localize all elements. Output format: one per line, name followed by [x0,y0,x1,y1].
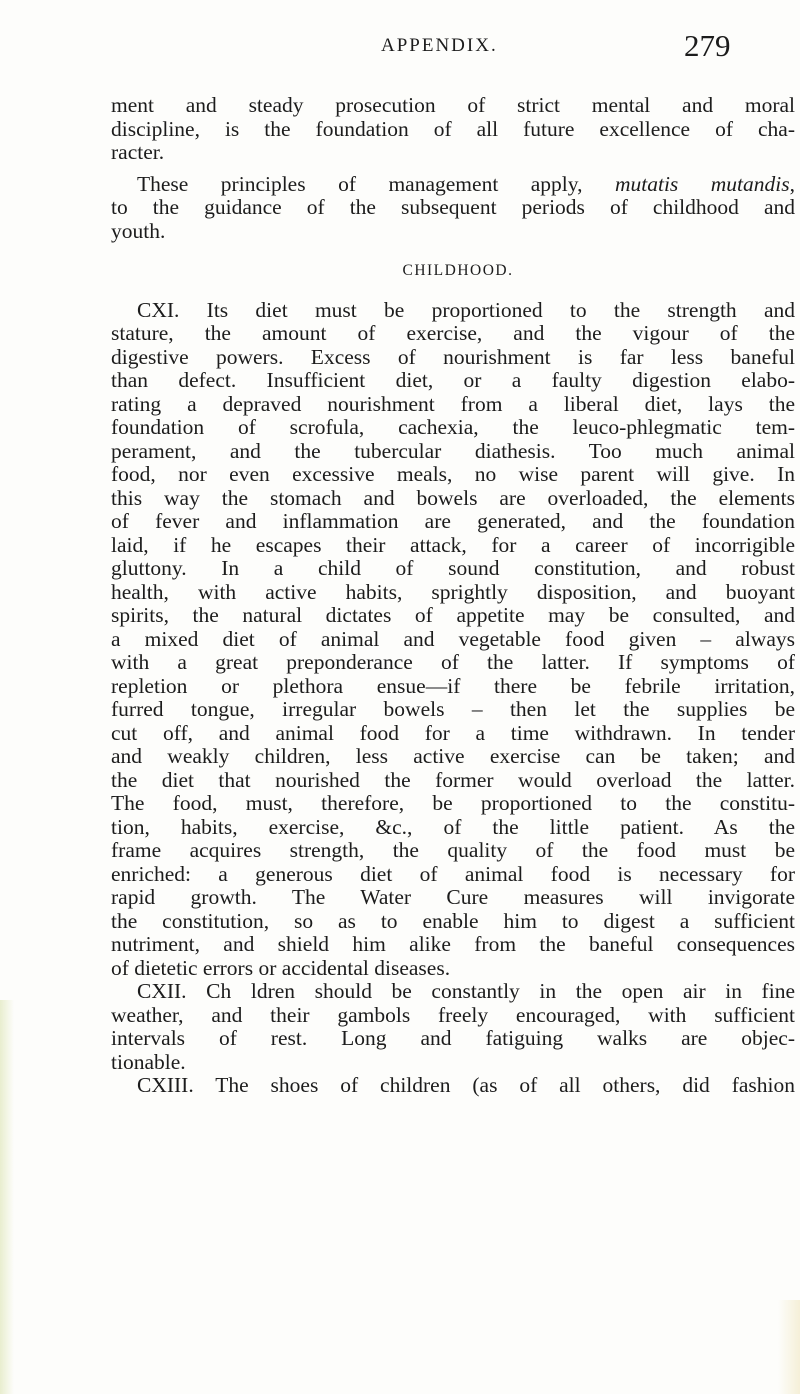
text-line: stature, the amount of exercise, and the vigour of the [111,322,795,345]
text-line: racter. [111,141,165,164]
latin-phrase: mutatis mutandis [614,172,790,196]
text-line: perament, and the tubercular diathesis. Too much animal [111,439,795,463]
paragraph-intro [111,94,795,165]
page-number: 279 [684,28,731,63]
text-line: the diet that nourished the former would overload the latter. [111,768,795,792]
text-line: frame acquires strength, the quality of the food must be [111,839,795,862]
paragraph-cxi [111,299,795,981]
paper-stain [778,1300,800,1394]
text-line: health, with active habits, sprightly disposition, and buoyant [111,580,795,604]
text-line: youth. [111,219,166,243]
body-text [111,94,795,1098]
text-line: tionable. [111,1050,186,1074]
text-line: The food, must, therefore, be proportioned to the constitu- [111,792,795,815]
text-line: spirits, the natural dictates of appetite may be consulted, and [111,604,795,627]
text-line: furred tongue, irregular bowels – then let the supplies be [111,698,795,721]
text-line: food, nor even excessive meals, no wise parent will give. In [111,463,795,486]
text-line: enriched: a generous diet of animal food is necessary for [111,862,795,886]
paragraph-cxiii [111,1074,795,1098]
section-heading: CHILDHOOD. [402,262,514,279]
text-line: of fever and inflammation are generated, and the foundation [111,510,795,533]
text-line: with a great preponderance of the latter. If symptoms of [111,651,795,674]
text-line: gluttony. In a child of sound constitution, and robust [111,557,795,580]
text-line: than defect. Insufficient diet, or a faulty digestion elabo- [111,369,795,392]
text-line: These principles of management apply, mutatis mutandis, [137,172,795,196]
paragraph-cxii [111,980,795,1074]
text-line: cut off, and animal food for a time withdrawn. In tender [111,721,795,745]
text-line: foundation of scrofula, cachexia, the leuco-phlegmatic tem- [111,416,795,439]
text-line: CXII. Ch ldren should be constantly in the open air in fine [137,980,795,1003]
text-line: discipline, is the foundation of all future excellence of cha- [111,117,795,141]
text-line: CXIII. The shoes of children (as of all others, did fashion [137,1074,795,1097]
text-line: weather, and their gambols freely encouraged, with sufficient [111,1003,795,1027]
text-line: intervals of rest. Long and fatiguing walks are objec- [111,1027,795,1050]
text-line: digestive powers. Excess of nourishment is far less baneful [111,345,795,369]
text-line: a mixed diet of animal and vegetable food given – always [111,627,795,651]
text-line: of dietetic errors or accidental diseases. [111,956,451,980]
text-line: tion, habits, exercise, &c., of the little patient. As the [111,815,795,839]
running-head: APPENDIX. [381,35,498,56]
text-line: ment and steady prosecution of strict mental and moral [111,94,795,117]
text-line: rapid growth. The Water Cure measures will invigorate [111,886,795,909]
text-line: this way the stomach and bowels are overloaded, the elements [111,486,795,510]
text-line: repletion or plethora ensue—if there be febrile irritation, [111,674,795,698]
text-line: the constitution, so as to enable him to digest a sufficient [111,909,795,933]
paragraph-principles [111,173,795,244]
text-line: to the guidance of the subsequent periods of childhood and [111,196,795,219]
page-header [0,28,800,68]
text-line: nutriment, and shield him alike from the baneful consequences [111,933,795,956]
paper-stain [0,1000,14,1394]
text-line: CXI. Its diet must be proportioned to the strength and [137,298,795,322]
text-line: rating a depraved nourishment from a liberal diet, lays the [111,392,795,416]
text-line: and weakly children, less active exercise can be taken; and [111,745,795,768]
text-line: laid, if he escapes their attack, for a career of incorrigible [111,533,795,557]
